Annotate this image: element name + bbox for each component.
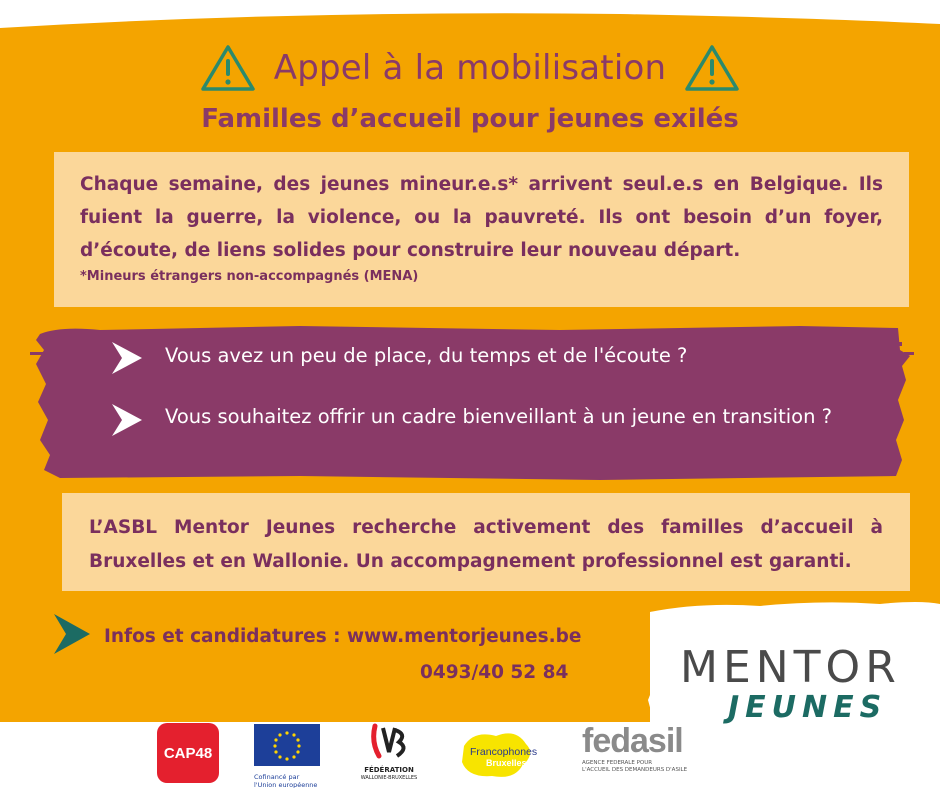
- eu-caption: [254, 773, 320, 788]
- fwb-logo: [356, 722, 422, 786]
- fwb-line2: WALLONIE-BRUXELLES: [360, 775, 418, 781]
- contact-infos[interactable]: Infos et candidatures : www.mentorjeunes.be: [104, 626, 582, 647]
- fedasil-logo: [582, 722, 702, 786]
- francophones-line1: Francophones: [470, 746, 538, 758]
- intro-box: [54, 152, 909, 307]
- chevron-right-icon: [52, 612, 92, 656]
- fwb-line1: FÉDÉRATION: [364, 766, 414, 774]
- eu-caption-line1: Cofinancé par: [254, 773, 300, 781]
- cap48-logo-text: CAP48: [163, 744, 213, 762]
- mentor-logo-line2: JEUNES: [728, 690, 888, 725]
- question-2: Vous souhaitez offrir un cadre bienveillant à un jeune en transition ?: [165, 405, 832, 428]
- francophones-line2: Bruxelles: [486, 758, 527, 768]
- eu-caption-line2: l'Union européenne: [254, 781, 318, 788]
- announcement-text: L’ASBL Mentor Jeunes recherche activement des familles d’accueil à Bruxelles et en Wallonie. Un accompagnement professionnel est garanti.: [89, 517, 883, 572]
- warning-icon: [684, 43, 740, 93]
- fwb-mark-icon: [369, 722, 409, 762]
- page-subtitle: Familles d’accueil pour jeunes exilés: [201, 104, 739, 134]
- plum-band: [36, 326, 910, 480]
- title-row: [0, 38, 940, 98]
- mentor-logo-line1: MENTOR: [680, 642, 901, 693]
- contact-phone[interactable]: 0493/40 52 84: [420, 662, 569, 683]
- fedasil-text: fedasil: [582, 722, 683, 760]
- eu-logo: [254, 724, 320, 786]
- fedasil-sub-line1: AGENCE FEDERALE POUR: [582, 760, 653, 766]
- fedasil-wordmark: [582, 722, 702, 760]
- cap48-logo: [157, 723, 219, 783]
- warning-icon: [200, 43, 256, 93]
- intro-paragraph: Chaque semaine, des jeunes mineur.e.s* arrivent seul.e.s en Belgique. Ils fuient la guerre, la violence, ou la pauvreté. Ils ont besoin d’un foyer, d’écoute, de liens solides pour construire leur nouveau départ.: [80, 174, 883, 261]
- francophones-bruxelles-logo: [456, 726, 556, 782]
- eu-flag-icon: [254, 724, 320, 766]
- intro-footnote: *Mineurs étrangers non-accompagnés (MENA): [80, 269, 419, 284]
- page-title: Appel à la mobilisation: [273, 48, 667, 88]
- announcement-box: [62, 493, 910, 591]
- question-1: Vous avez un peu de place, du temps et de l'écoute ?: [165, 344, 688, 367]
- fedasil-sub-line2: L'ACCUEIL DES DEMANDEURS D'ASILE: [582, 767, 688, 773]
